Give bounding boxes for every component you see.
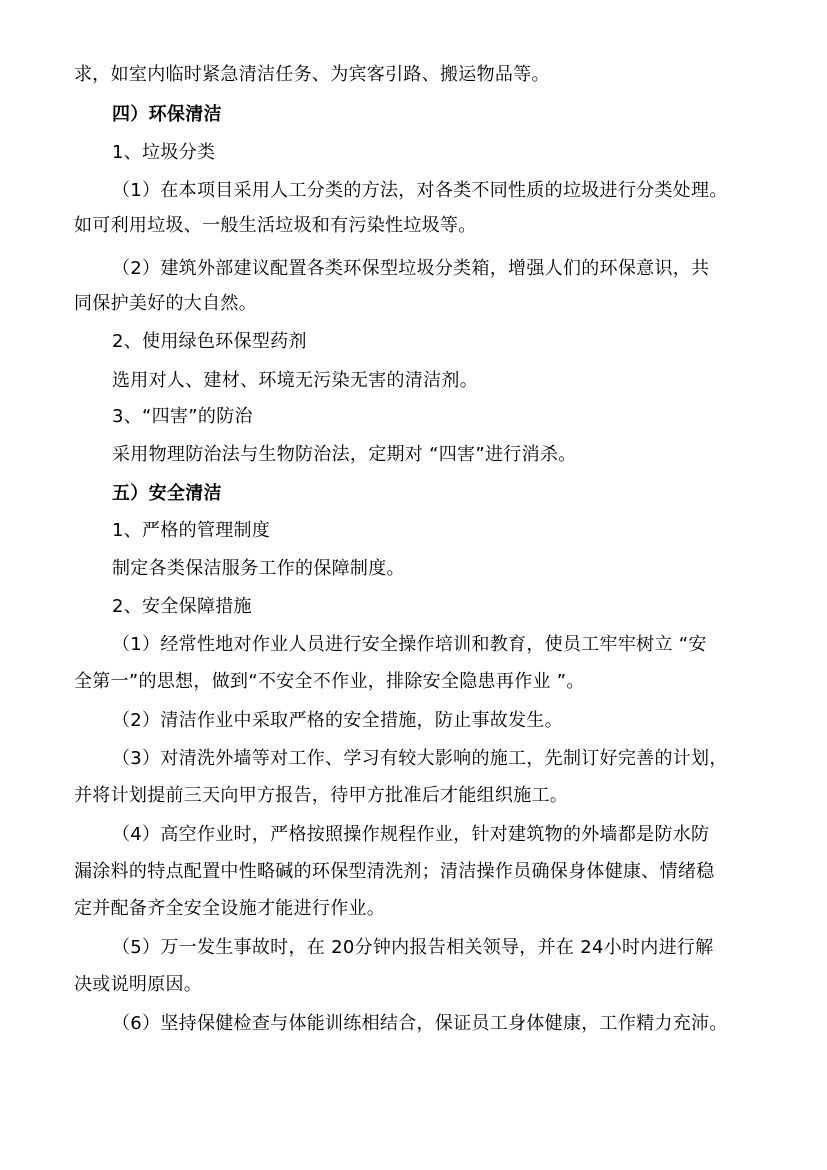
paragraph-line: （5）万一发生事故时，在 20分钟内报告相关领导，并在 24小时内进行解 bbox=[112, 937, 714, 958]
paragraph-line: 制定各类保洁服务工作的保障制度。 bbox=[112, 558, 405, 579]
paragraph-line: 选用对人、建材、环境无污染无害的清洁剂。 bbox=[112, 370, 478, 391]
paragraph-line: （6）坚持保健检查与体能训练相结合，保证员工身体健康，工作精力充沛。 bbox=[112, 1013, 728, 1034]
paragraph-line: 如可利用垃圾、一般生活垃圾和有污染性垃圾等。 bbox=[74, 215, 477, 236]
paragraph-line: 全第一”的思想，做到“不安全不作业，排除安全隐患再作业 ”。 bbox=[74, 671, 585, 692]
subsection-heading: 2、使用绿色环保型药剂 bbox=[112, 331, 307, 352]
paragraph-line: 定并配备齐全安全设施才能进行作业。 bbox=[74, 898, 386, 919]
paragraph-line: 漏涂料的特点配置中性略碱的环保型清洗剂；清洁操作员确保身体健康、情绪稳 bbox=[74, 861, 715, 882]
subsection-heading: 2、安全保障措施 bbox=[112, 596, 252, 617]
subsection-heading: 3、“四害”的防治 bbox=[112, 406, 253, 427]
paragraph-line: 采用物理防治法与生物防治法，定期对 “四害”进行消杀。 bbox=[112, 444, 577, 465]
subsection-heading: 1、严格的管理制度 bbox=[112, 520, 271, 541]
paragraph-line: 决或说明原因。 bbox=[74, 974, 203, 995]
paragraph-line: 同保护美好的大自然。 bbox=[74, 293, 257, 314]
section-heading: 五）安全清洁 bbox=[112, 483, 222, 504]
paragraph-line: （2）建筑外部建议配置各类环保型垃圾分类箱，增强人们的环保意识，共 bbox=[112, 258, 710, 279]
paragraph-line: （1）在本项目采用人工分类的方法，对各类不同性质的垃圾进行分类处理。 bbox=[112, 180, 728, 201]
paragraph-line: 求，如室内临时紧急清洁任务、为宾客引路、搬运物品等。 bbox=[74, 64, 550, 85]
paragraph-line: （4）高空作业时，严格按照操作规程作业，针对建筑物的外墙都是防水防 bbox=[112, 824, 710, 845]
paragraph-line: （2）清洁作业中采取严格的安全措施，防止事故发生。 bbox=[112, 710, 563, 731]
section-heading: 四）环保清洁 bbox=[112, 104, 222, 125]
subsection-heading: 1、垃圾分类 bbox=[112, 142, 216, 163]
paragraph-line: 并将计划提前三天向甲方报告，待甲方批准后才能组织施工。 bbox=[74, 785, 569, 806]
paragraph-line: （1）经常性地对作业人员进行安全操作培训和教育，使员工牢牢树立 “安 bbox=[112, 634, 707, 655]
paragraph-line: （3）对清洗外墙等对工作、学习有较大影响的施工，先制订好完善的计划， bbox=[112, 748, 728, 769]
